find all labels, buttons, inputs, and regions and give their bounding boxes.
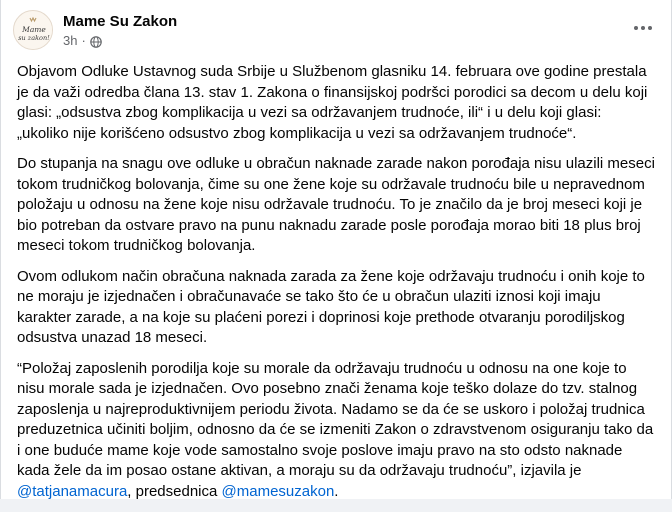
globe-icon[interactable] [90,35,102,47]
quote-end: . [334,482,339,500]
quote-role: predsednica [131,482,222,500]
more-options-icon[interactable] [627,12,659,44]
svg-text:su zakon!: su zakon! [18,34,50,42]
post-paragraph: Ovom odlukom način obračuna naknada zarada za žene koje održavaju trudnoću i onih koje to ne moraju je izjednačen i obračunavaće se tako što će u obračun ulaziti iznosi koji imaju karakter zarade, a na koje su plaćeni porezi i doprinosi koje prethode otvaranju porodiljskog odsustva unazad 18 meseci. [17,267,645,346]
post-body [17,62,655,512]
quote-text: “Položaj zaposlenih porodilja koje su morale da održavaju trudnoću u odnosu na one koje to nisu morale sada je izjednačen. Ovo posebno znači ženama koje teško dolaze do tzv. stalnog zaposlenja u najreproduktivnijem periodu života. Nadamo se da će se uskoro i položaj trudnica preduzetnica učiniti boljim, odnosno da će se izmeniti Zakon o zdravstvenom osiguranju tako da i one buduće mame koje vode samostalno svoje poslove imaju pravo na sto odsto naknade kada žele da im posao ostane aktivan, a moraju su da održavaju trudnoću”, izjavila je [17,359,654,479]
quote-comma: , [127,482,132,500]
separator-dot: · [81,33,86,48]
post-quote-paragraph [17,359,655,503]
page-name[interactable]: Mame Su Zakon [63,13,178,30]
avatar-logo-icon [14,11,53,50]
post-paragraph: Do stupanja na snagu ove odluke u obračun naknade zarade nakon porođaja nisu ulazili meseci tokom trudničkog bolovanja, čime su one žene koje su održavale trudnoću bile u nepravednom položaju u odnosu na žene koje nisu održavale trudnoću. To je značilo da je broj meseci koji je bio potreban da ostvare pravo na punu naknadu zarade posle porođaja morao biti 18 plus broj meseci tokom trudničkog bolovanja. [17,155,655,254]
post-subline [63,32,177,49]
mention-tatjanamacura[interactable]: @tatjanamacura [17,482,128,500]
post-header [13,10,659,58]
page-avatar[interactable] [13,10,53,50]
post-paragraph: Objavom Odluke Ustavnog suda Srbije u Službenom glasniku 14. februara ove godine prestala je da važi odredba člana 13. stav 1. Zakona o finansijskoj podršci porodici sa decom u delu koji glasi: „odsustva zbog komplikacija u vezi sa održavanjem trudnoće, ili“ i u delu koji glasi: „ukoliko nije korišćeno odsustvo zbog komplikacija u vezi sa održavanjem trudnoće“. [17,63,648,142]
post-time[interactable]: 3h [63,33,78,48]
mention-mamesuzakon[interactable]: @mamesuzakon [221,482,335,500]
post-meta [63,12,177,49]
svg-text:Mame: Mame [22,25,46,34]
